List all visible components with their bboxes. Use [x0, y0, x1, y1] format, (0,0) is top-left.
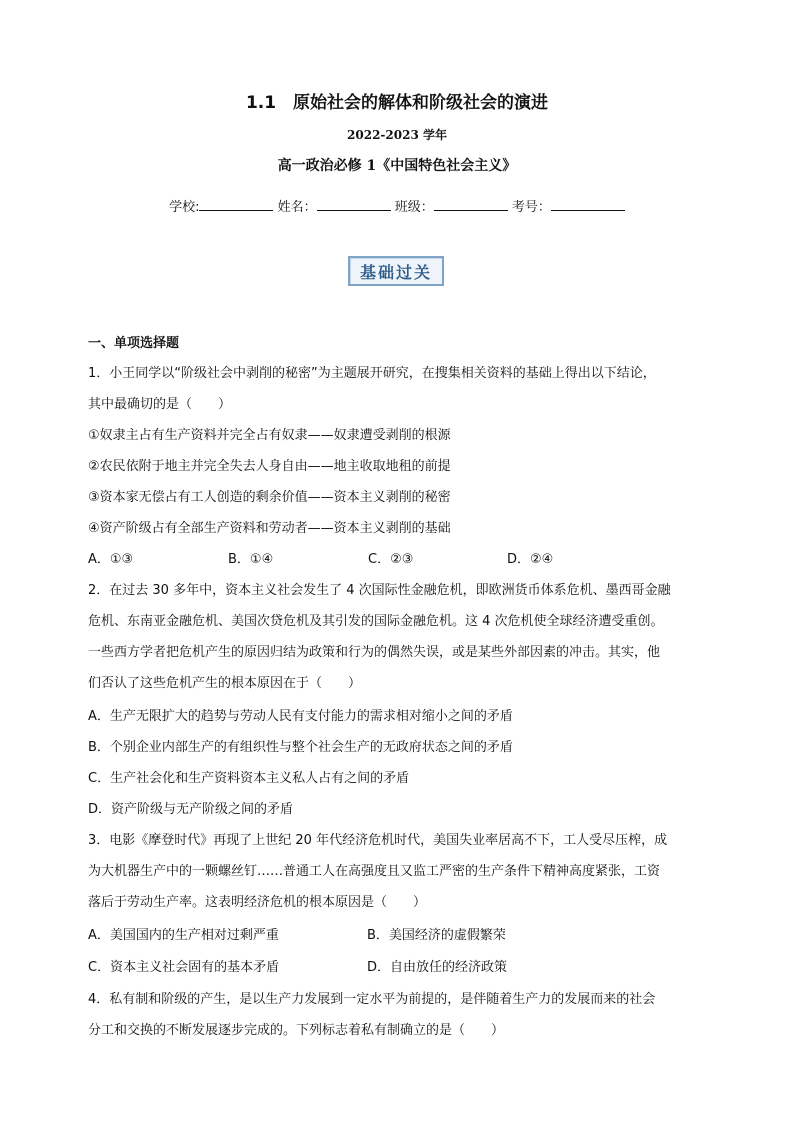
q3-line1: 3．电影《摩登时代》再现了上世纪 20 年代经济危机时代，美国失业率居高不下，工人受尽压榨，成	[88, 833, 668, 848]
q4-line1: 4．私有制和阶级的产生，是以生产力发展到一定水平为前提的，是伴随着生产力的发展而来的社会	[88, 992, 656, 1007]
q1-line1: 1．小王同学以“阶级社会中剥削的秘密”为主题展开研究，在搜集相关资料的基础上得出以下结论，	[88, 366, 656, 381]
q1-statement-1: ①奴隶主占有生产资料并完全占有奴隶——奴隶遭受剥削的根源	[88, 428, 451, 443]
q1-option-d[interactable]: D．②④	[507, 552, 554, 567]
q3-option-b[interactable]: B．美国经济的虚假繁荣	[367, 928, 506, 943]
q1-line2: 其中最确切的是（ ）	[88, 397, 232, 412]
q1-option-c[interactable]: C．②③	[368, 552, 414, 567]
q1-statement-2: ②农民依附于地主并完全失去人身自由——地主收取地租的前提	[88, 459, 451, 474]
class-label: 班级：	[394, 200, 434, 215]
q1-option-a[interactable]: A．①③	[88, 552, 134, 567]
q2-line2: 危机、东南亚金融危机、美国次贷危机及其引发的国际金融危机。这 4 次危机使全球经济遭受重创。	[88, 614, 664, 629]
q3-option-c[interactable]: C．资本主义社会固有的基本矛盾	[88, 960, 280, 975]
q3-line3: 落后于劳动生产率。这表明经济危机的根本原因是（ ）	[88, 895, 427, 910]
page-title: 1.1 原始社会的解体和阶级社会的演进	[245, 93, 549, 113]
q2-line1: 2．在过去 30 多年中，资本主义社会发生了 4 次国际性金融危机，即欧洲货币体系危机、墨西哥金融	[88, 583, 671, 598]
class-blank[interactable]	[434, 198, 508, 211]
school-blank[interactable]	[199, 198, 273, 211]
exam-no-label: 考号：	[511, 200, 551, 215]
q3-option-d[interactable]: D．自由放任的经济政策	[367, 960, 508, 975]
q2-option-a[interactable]: A．生产无限扩大的趋势与劳动人民有支付能力的需求相对缩小之间的矛盾	[88, 709, 513, 724]
q3-line2: 为大机器生产中的一颗螺丝钉……普通工人在高强度且又监工严密的生产条件下精神高度紧张，工资	[88, 864, 661, 879]
exam-no-blank[interactable]	[551, 198, 625, 211]
subject-title: 高一政治必修 1《中国特色社会主义》	[277, 158, 517, 174]
q2-option-d[interactable]: D．资产阶级与无产阶级之间的矛盾	[88, 802, 294, 817]
q2-line3: 一些西方学者把危机产生的原因归结为政策和行为的偶然失误，或是某些外部因素的冲击。其实，他	[88, 645, 661, 660]
q2-option-c[interactable]: C．生产社会化和生产资料资本主义私人占有之间的矛盾	[88, 771, 410, 786]
school-year: 2022-2023 学年	[347, 128, 447, 142]
q3-option-a[interactable]: A．美国国内的生产相对过剩严重	[88, 928, 279, 943]
q4-line2: 分工和交换的不断发展逐步完成的。下列标志着私有制确立的是（ ）	[88, 1023, 505, 1038]
basic-level-badge: 基础过关	[348, 256, 444, 286]
name-label: 姓名：	[277, 200, 317, 215]
q1-statement-3: ③资本家无偿占有工人创造的剩余价值——资本主义剥削的秘密	[88, 490, 451, 505]
school-label: 学校:	[169, 200, 200, 215]
q1-option-b[interactable]: B．①④	[228, 552, 274, 567]
name-blank[interactable]	[317, 198, 391, 211]
q2-line4: 们否认了这些危机产生的根本原因在于（ ）	[88, 676, 362, 691]
q1-statement-4: ④资产阶级占有全部生产资料和劳动者——资本主义剥削的基础	[88, 521, 451, 536]
q2-option-b[interactable]: B．个别企业内部生产的有组织性与整个社会生产的无政府状态之间的矛盾	[88, 740, 513, 755]
section-title: 一、单项选择题	[88, 336, 180, 351]
student-info-row	[0, 196, 794, 215]
